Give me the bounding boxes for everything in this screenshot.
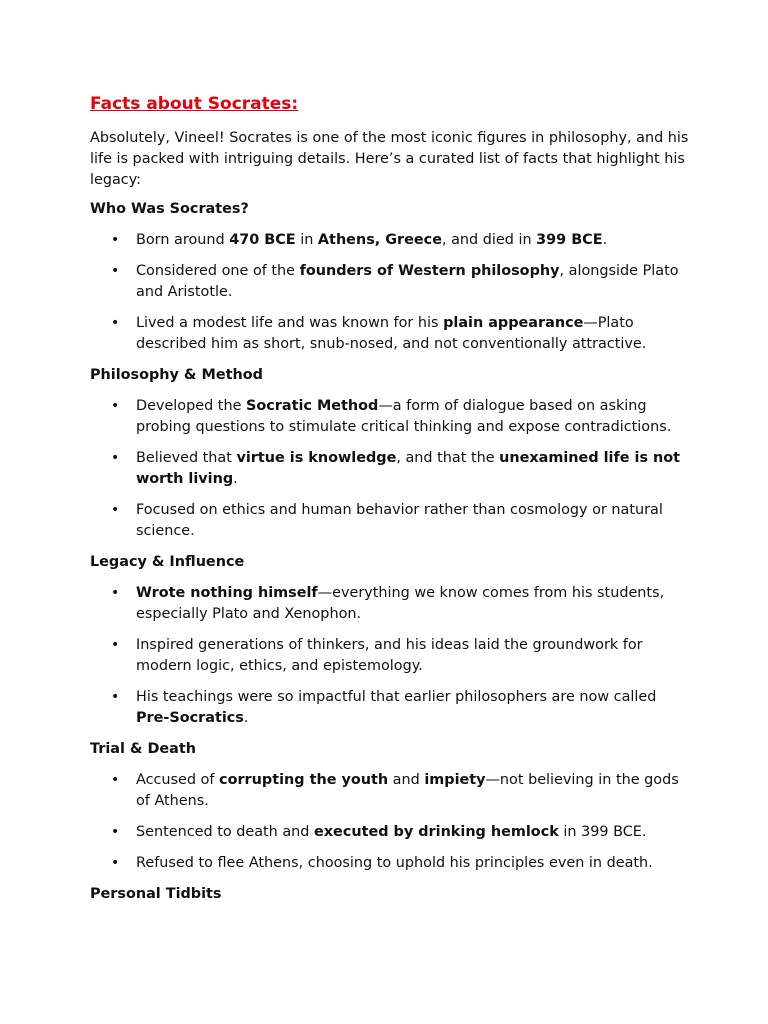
bold-text: plain appearance	[443, 315, 584, 331]
text-run: , and that the	[396, 450, 500, 466]
bullet-list	[90, 230, 690, 355]
bold-text: Pre-Socratics	[136, 710, 244, 726]
bullet-icon: •	[111, 585, 120, 601]
bold-text: impiety	[424, 772, 486, 788]
bullet-icon: •	[111, 232, 120, 248]
list-item	[90, 822, 690, 843]
section-heading: Legacy & Influence	[90, 554, 245, 570]
bullet-list	[90, 396, 690, 542]
bullet-icon: •	[111, 263, 120, 279]
bullet-icon: •	[111, 315, 120, 331]
bold-text: unexamined life is not worth living	[136, 450, 681, 487]
sections-container	[90, 199, 690, 905]
list-item	[90, 261, 690, 303]
bullet-icon: •	[111, 398, 120, 414]
list-item	[90, 583, 690, 625]
text-run: in	[295, 232, 318, 248]
bold-text: founders of Western philosophy	[299, 263, 560, 279]
text-run: His teachings were so impactful that earlier philosophers are now called	[136, 689, 657, 705]
text-run: , alongside Plato and Aristotle.	[136, 263, 679, 300]
section-heading: Philosophy & Method	[90, 367, 263, 383]
bold-text: Athens, Greece	[317, 232, 442, 248]
text-run: .	[243, 710, 249, 726]
bullet-icon: •	[111, 824, 120, 840]
text-run: Accused of	[136, 772, 220, 788]
list-item	[90, 853, 690, 874]
page-title: Facts about Socrates:	[90, 94, 299, 114]
bullet-list	[90, 770, 690, 874]
bullet-icon: •	[111, 689, 120, 705]
bold-text: corrupting the youth	[219, 772, 389, 788]
intro-paragraph: Absolutely, Vineel! Socrates is one of the most iconic figures in philosophy, and his life is packed with intriguing details. Here’s a curated list of facts that highlight his legacy:	[90, 130, 689, 188]
text-run: Inspired generations of thinkers, and his ideas laid the groundwork for modern logic, ethics, and epistemology.	[136, 637, 643, 674]
bullet-icon: •	[111, 637, 120, 653]
list-item	[90, 230, 690, 251]
list-item	[90, 448, 690, 490]
text-run: Lived a modest life and was known for his	[136, 315, 444, 331]
bold-text: 399 BCE	[536, 232, 603, 248]
text-run: Believed that	[136, 450, 237, 466]
list-item	[90, 687, 690, 729]
bold-text: Socratic Method	[246, 398, 379, 414]
list-item	[90, 313, 690, 355]
bold-text: 470 BCE	[229, 232, 296, 248]
bold-text: virtue is knowledge	[236, 450, 397, 466]
text-run: .	[233, 471, 238, 487]
section-heading: Personal Tidbits	[90, 886, 222, 902]
bullet-icon: •	[111, 855, 120, 871]
text-run: .	[602, 232, 608, 248]
text-run: —everything we know comes from his students, especially Plato and Xenophon.	[136, 585, 665, 622]
text-run: Considered one of the	[136, 263, 300, 279]
text-run: Born around	[136, 232, 230, 248]
text-run: and	[388, 772, 425, 788]
bullet-icon: •	[111, 772, 120, 788]
text-run: —a form of dialogue based on asking probing questions to stimulate critical thinking and expose contradictions.	[136, 398, 672, 435]
bullet-icon: •	[111, 450, 120, 466]
text-run: Developed the	[136, 398, 246, 414]
bold-text: Wrote nothing himself	[136, 585, 318, 601]
list-item	[90, 770, 690, 812]
list-item	[90, 396, 690, 438]
text-run: , and died in	[441, 232, 537, 248]
text-run: —Plato described him as short, snub-nosed, and not conventionally attractive.	[136, 315, 647, 352]
text-run: Refused to flee Athens, choosing to uphold his principles even in death.	[136, 855, 653, 871]
section-heading: Who Was Socrates?	[90, 201, 249, 217]
bold-text: executed by drinking hemlock	[314, 824, 559, 840]
list-item	[90, 500, 690, 542]
text-run: Sentenced to death and	[136, 824, 315, 840]
list-item	[90, 635, 690, 677]
document-content	[90, 92, 690, 915]
bullet-icon: •	[111, 502, 120, 518]
text-run: —not believing in the gods of Athens.	[136, 772, 679, 809]
section-heading: Trial & Death	[90, 741, 197, 757]
text-run: in 399 BCE.	[558, 824, 647, 840]
text-run: Focused on ethics and human behavior rather than cosmology or natural science.	[136, 502, 663, 539]
bullet-list	[90, 583, 690, 729]
